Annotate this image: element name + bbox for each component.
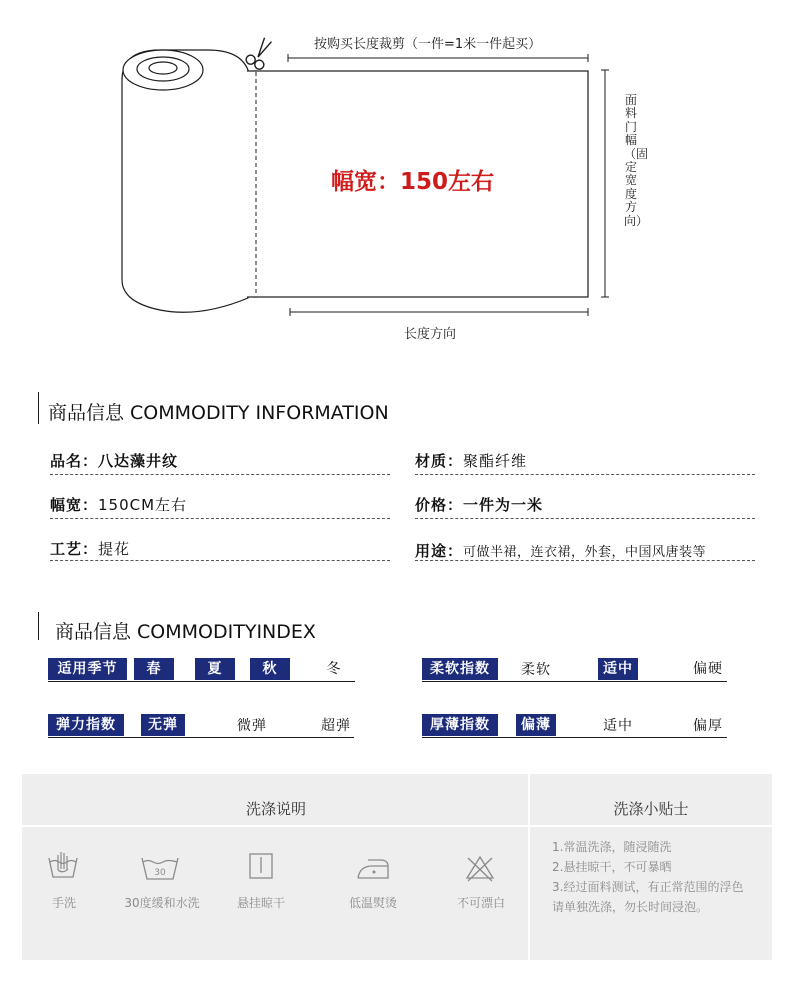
hang-dry-label: 悬挂晾干: [236, 896, 285, 910]
index-section-heading: 商品信息 COMMODITYINDEX: [55, 621, 316, 643]
fabric-side-label: 面料门幅（固定宽度方向）: [624, 93, 649, 228]
elasticity-option-super: 超弹: [321, 718, 351, 734]
iron-low-icon: [354, 856, 392, 882]
softness-option-stiff: 偏硬: [693, 661, 723, 677]
index-underline: [422, 681, 727, 682]
info-key: 用途：: [415, 542, 464, 560]
wash-divider: [528, 774, 530, 960]
info-usage-row: [415, 540, 706, 561]
info-width-row: [50, 494, 187, 515]
no-bleach-icon: [464, 854, 496, 882]
info-key: 价格：: [415, 496, 464, 514]
tip-line: 请单独洗涤，勿长时间浸泡。: [552, 900, 709, 914]
tip-line: 1.常温洗涤，随浸随洗: [552, 840, 672, 854]
index-underline: [48, 681, 355, 682]
info-value: 可做半裙，连衣裙，外套，中国风唐装等: [463, 545, 707, 560]
elasticity-label: 弹力指数: [48, 714, 124, 736]
wash-30-label: 30度缓和水洗: [124, 896, 200, 910]
dashed-divider: [50, 474, 390, 475]
info-price-row: [415, 494, 543, 515]
section-bar: [38, 392, 39, 424]
fabric-width-label: 幅宽：150左右: [331, 169, 495, 195]
hand-wash-icon: [46, 850, 80, 880]
wash-30-icon: [140, 854, 180, 882]
elasticity-option-slight: 微弹: [237, 718, 267, 734]
thickness-option-thick: 偏厚: [693, 718, 723, 734]
scissors-icon: [245, 35, 277, 71]
info-material-row: [415, 450, 527, 471]
info-value: 一件为一米: [463, 496, 544, 514]
roll-body: [122, 50, 248, 312]
wash-30-text: 30: [154, 868, 166, 878]
dashed-divider: [415, 518, 755, 519]
elasticity-option-none: 无弹: [141, 714, 185, 736]
info-value: 聚酯纤维: [463, 452, 528, 470]
iron-low-label: 低温熨烫: [348, 896, 397, 910]
washing-tips-heading: 洗涤小贴士: [613, 800, 689, 818]
wash-divider: [22, 825, 772, 827]
info-key: 品名：: [50, 452, 99, 470]
thickness-option-medium: 适中: [603, 718, 633, 734]
hang-dry-icon: [248, 852, 274, 880]
softness-label: 柔软指数: [422, 658, 498, 680]
hand-wash-label: 手洗: [51, 896, 76, 910]
dashed-divider: [415, 474, 755, 475]
section-bar: [38, 612, 39, 640]
index-underline: [422, 737, 727, 738]
info-value: 八达藻井纹: [98, 452, 179, 470]
fabric-size-diagram: [0, 0, 790, 360]
softness-option-soft: 柔软: [521, 662, 551, 678]
info-key: 工艺：: [50, 540, 99, 558]
info-value: 提花: [98, 540, 131, 558]
info-value: 150CM左右: [98, 496, 188, 514]
info-name-row: [50, 450, 178, 471]
info-craft-row: [50, 538, 130, 559]
season-option-autumn: 秋: [250, 658, 290, 680]
dashed-divider: [415, 560, 755, 561]
length-direction-label: 长度方向: [404, 327, 457, 342]
season-option-winter: 冬: [326, 661, 342, 677]
index-underline: [48, 737, 354, 738]
roll-end-inner: [149, 62, 177, 74]
cut-note: 按购买长度裁剪（一件=1米一件起买）: [314, 37, 542, 52]
no-bleach-label: 不可漂白: [456, 896, 505, 910]
season-label: 适用季节: [48, 658, 127, 680]
info-section-heading: 商品信息 COMMODITY INFORMATION: [48, 402, 389, 424]
info-key: 幅宽：: [50, 496, 99, 514]
tip-line: 3.经过面料测试，有正常范围的浮色: [552, 880, 744, 894]
thickness-option-thin: 偏薄: [516, 714, 556, 736]
dashed-divider: [50, 518, 390, 519]
tip-line: 2.悬挂晾干，不可暴晒: [552, 860, 672, 874]
washing-panel: [22, 774, 772, 960]
dashed-divider: [50, 560, 390, 561]
softness-option-medium: 适中: [598, 658, 638, 680]
season-option-spring: 春: [134, 658, 174, 680]
thickness-label: 厚薄指数: [422, 714, 498, 736]
info-key: 材质：: [415, 452, 464, 470]
season-option-summer: 夏: [195, 658, 235, 680]
washing-instructions-heading: 洗涤说明: [245, 800, 306, 818]
